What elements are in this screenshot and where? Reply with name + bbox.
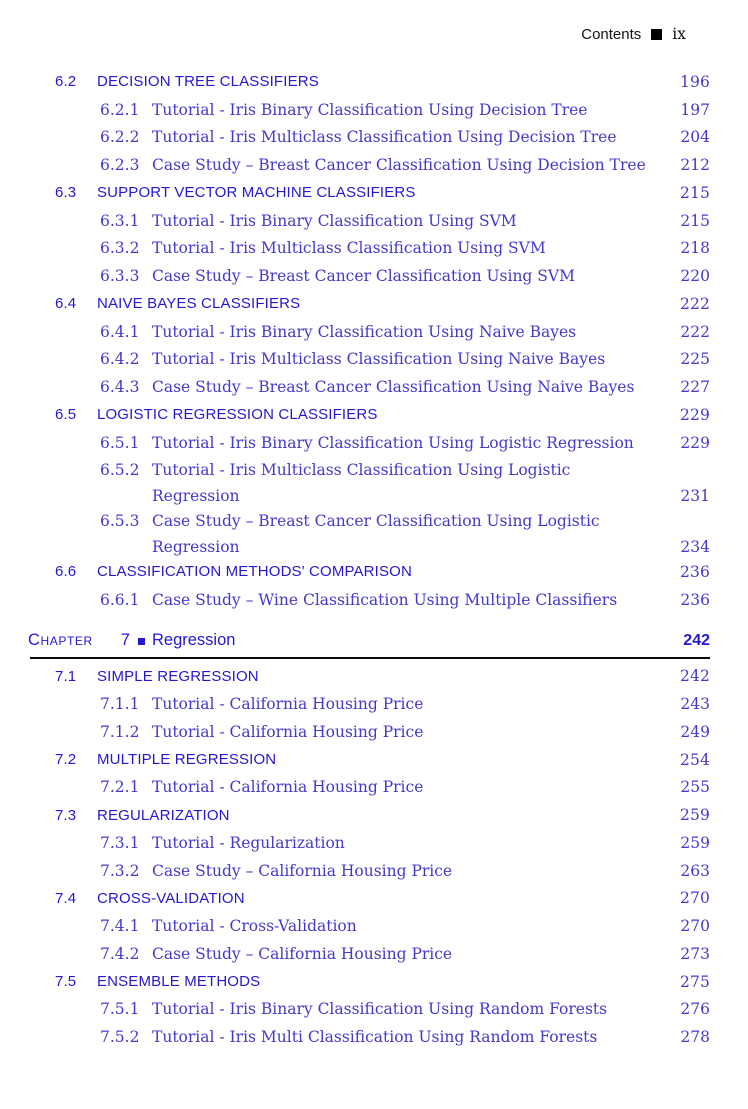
- toc-subsection-number: 6.2.3: [100, 156, 140, 175]
- toc-page-number: 220: [680, 267, 710, 286]
- toc-section-number: 6.4: [55, 295, 77, 313]
- toc-subsection-row: [0, 507, 748, 535]
- toc-subsection-title: Tutorial - California Housing Price: [152, 695, 424, 714]
- toc-subsection-title: Tutorial - Iris Binary Classification Using Logistic Regression: [152, 433, 634, 452]
- toc-subsection-number: 6.5.2: [100, 461, 140, 480]
- toc-section-number: 6.6: [55, 563, 77, 581]
- toc-subsection-title: Tutorial - Iris Binary Classification Using Random Forests: [152, 1000, 608, 1019]
- toc-subsection-title: Case Study – Wine Classification Using Multiple Classifiers: [152, 590, 618, 609]
- toc-subsection-row: [0, 829, 748, 857]
- toc-subsection-number: 6.2.2: [100, 128, 140, 147]
- toc-subsection-row: [0, 235, 748, 263]
- black-square-icon: [651, 29, 662, 40]
- toc-page-number: 259: [680, 833, 710, 852]
- toc-page-number: 215: [679, 183, 710, 202]
- toc-subsection-row: [0, 457, 748, 485]
- toc-page-number: 263: [680, 861, 710, 880]
- chapter-title: Regression: [151, 631, 236, 649]
- toc-page-number: 218: [680, 239, 710, 258]
- toc-subsection-number: 6.3.1: [100, 211, 140, 230]
- toc-subsection-title: Case Study – Breast Cancer Classification Using Decision Tree: [152, 156, 646, 175]
- toc-subsection-title: Case Study – Breast Cancer Classification Using Naive Bayes: [152, 378, 635, 397]
- toc-subsection-number: 6.5.3: [100, 512, 140, 531]
- toc-page-number: 255: [680, 778, 710, 797]
- chapter-rule: [30, 657, 710, 659]
- header-page-number: ix: [672, 25, 686, 43]
- toc-subsection-title: Tutorial - Iris Multiclass Classification Using Decision Tree: [152, 128, 617, 147]
- chapter-heading-row: [0, 626, 748, 656]
- page-header: [581, 25, 686, 43]
- toc-section-title: LOGISTIC REGRESSION CLASSIFIERS: [97, 406, 378, 424]
- toc-section-row: [0, 746, 748, 774]
- toc-subsection-row: [0, 151, 748, 179]
- toc-section-title: ENSEMBLE METHODS: [97, 973, 261, 991]
- toc-subsection-row: [0, 774, 748, 802]
- toc-section-row: [0, 663, 748, 691]
- toc-page-number: 222: [679, 294, 710, 313]
- toc-section-row: [0, 968, 748, 996]
- toc-subsection-row: [0, 857, 748, 885]
- toc-page-number: 273: [680, 944, 710, 963]
- toc-subsection-number: 6.3.2: [100, 239, 140, 258]
- toc-subsection-row: [0, 940, 748, 968]
- toc-page-number: 275: [679, 972, 710, 991]
- toc-subsection-title: Tutorial - Iris Multiclass Classification Using Logistic: [152, 461, 571, 480]
- toc-subsection-number: 6.2.1: [100, 100, 140, 119]
- toc-subsection-row: [0, 690, 748, 718]
- toc-page-number: 229: [680, 433, 710, 452]
- toc-subsection-title: Tutorial - Iris Multiclass Classification Using Naive Bayes: [152, 350, 606, 369]
- toc-subsection-number: 7.3.2: [100, 861, 140, 880]
- toc-subsection-number: 6.6.1: [100, 590, 140, 609]
- toc-subsection-number: 7.5.1: [100, 1000, 140, 1019]
- toc-section-number: 7.2: [55, 751, 77, 769]
- toc-page-number: 231: [680, 486, 710, 505]
- toc-subsection-title: Tutorial - Iris Binary Classification Using SVM: [152, 211, 517, 230]
- toc-subsection-row: [0, 586, 748, 614]
- toc-subsection-number: 6.5.1: [100, 433, 140, 452]
- toc-section-number: 6.3: [55, 184, 77, 202]
- toc-page-number: 225: [680, 350, 710, 369]
- toc-subsection-title: Tutorial - Iris Binary Classification Using Decision Tree: [152, 100, 588, 119]
- toc-page-number: 197: [680, 100, 710, 119]
- toc-subsection-title: Regression: [152, 537, 240, 556]
- chapter-page-number: 242: [683, 631, 710, 649]
- toc-subsection-number: 6.4.1: [100, 322, 140, 341]
- toc-section-row: [0, 558, 748, 586]
- toc-page-number: 222: [680, 322, 710, 341]
- toc-page-number: 242: [679, 667, 710, 686]
- toc-page-number: 276: [680, 1000, 710, 1019]
- toc-section-row: [0, 801, 748, 829]
- toc-section-row: [0, 885, 748, 913]
- toc-section-row: [0, 401, 748, 429]
- toc-subsection-title: Tutorial - Iris Binary Classification Using Naive Bayes: [152, 322, 577, 341]
- toc-section-title: DECISION TREE CLASSIFIERS: [97, 73, 319, 91]
- toc-subsection-title: Tutorial - Iris Multiclass Classification Using SVM: [152, 239, 546, 258]
- toc-page-number: 243: [680, 695, 710, 714]
- toc-subsection-number: 7.1.1: [100, 695, 140, 714]
- toc-subsection-row: [0, 718, 748, 746]
- toc-list: [0, 68, 748, 1051]
- toc-subsection-row: [0, 124, 748, 152]
- toc-page-number: 215: [680, 211, 710, 230]
- toc-subsection-number: 7.5.2: [100, 1028, 140, 1047]
- toc-page-number: 270: [679, 889, 710, 908]
- toc-subsection-row: [0, 429, 748, 457]
- header-running-title: Contents: [581, 25, 642, 43]
- toc-page-number: 227: [680, 378, 710, 397]
- toc-subsection-number: 7.3.1: [100, 833, 140, 852]
- toc-page-number: 270: [680, 917, 710, 936]
- toc-subsection-title: Tutorial - Cross-Validation: [152, 917, 357, 936]
- toc-page-number: 249: [680, 722, 710, 741]
- toc-subsection-title: Tutorial - California Housing Price: [152, 778, 424, 797]
- toc-page-number: 254: [679, 750, 710, 769]
- toc-page-number: 236: [679, 562, 710, 581]
- toc-subsection-title: Regression: [152, 486, 240, 505]
- toc-section-row: [0, 68, 748, 96]
- toc-subsection-number: 7.1.2: [100, 722, 140, 741]
- toc-section-title: CROSS-VALIDATION: [97, 889, 245, 907]
- toc-subsection-row: [0, 346, 748, 374]
- toc-subsection-number: 6.4.3: [100, 378, 140, 397]
- toc-subsection-number: 6.4.2: [100, 350, 140, 369]
- toc-subsection-number: 7.4.1: [100, 917, 140, 936]
- toc-page-number: 204: [680, 128, 710, 147]
- toc-page-number: 236: [680, 590, 710, 609]
- toc-section-number: 7.3: [55, 806, 77, 824]
- toc-page-number: 212: [680, 156, 710, 175]
- toc-page-number: 234: [680, 537, 710, 556]
- toc-subsection-number: 7.4.2: [100, 944, 140, 963]
- toc-section-number: 7.1: [55, 667, 77, 685]
- toc-subsection-title: Case Study – Breast Cancer Classification Using Logistic: [152, 512, 600, 531]
- toc-section-row: [0, 179, 748, 207]
- toc-subsection-number: 7.2.1: [100, 778, 140, 797]
- toc-subsection-row: [0, 96, 748, 124]
- toc-subsection-title: Case Study – Breast Cancer Classification Using SVM: [152, 267, 575, 286]
- toc-section-title: MULTIPLE REGRESSION: [97, 751, 277, 769]
- toc-subsection-title: Tutorial - Iris Multi Classification Using Random Forests: [152, 1028, 598, 1047]
- square-bullet-icon: [138, 638, 145, 645]
- toc-subsection-title: Tutorial - California Housing Price: [152, 722, 424, 741]
- toc-page-number: 259: [679, 806, 710, 825]
- toc-continuation-row: [0, 535, 748, 558]
- toc-subsection-row: [0, 373, 748, 401]
- toc-subsection-row: [0, 1023, 748, 1051]
- toc-section-number: 7.4: [55, 889, 77, 907]
- toc-section-number: 6.2: [55, 73, 77, 91]
- toc-section-title: NAIVE BAYES CLASSIFIERS: [97, 295, 301, 313]
- chapter-number: 7: [120, 631, 130, 649]
- toc-subsection-title: Case Study – California Housing Price: [152, 944, 453, 963]
- toc-section-title: SUPPORT VECTOR MACHINE CLASSIFIERS: [97, 184, 416, 202]
- toc-section-title: SIMPLE REGRESSION: [97, 667, 259, 685]
- toc-page-number: 229: [679, 405, 710, 424]
- toc-subsection-row: [0, 996, 748, 1024]
- toc-subsection-number: 6.3.3: [100, 267, 140, 286]
- toc-section-title: REGULARIZATION: [97, 806, 230, 824]
- toc-page-number: 196: [679, 72, 710, 91]
- toc-subsection-row: [0, 912, 748, 940]
- toc-subsection-title: Tutorial - Regularization: [152, 833, 345, 852]
- toc-subsection-row: [0, 318, 748, 346]
- toc-subsection-row: [0, 207, 748, 235]
- toc-subsection-title: Case Study – California Housing Price: [152, 861, 453, 880]
- toc-section-number: 7.5: [55, 973, 77, 991]
- chapter-label: Chapter: [28, 631, 93, 649]
- toc-section-number: 6.5: [55, 406, 77, 424]
- toc-section-title: CLASSIFICATION METHODS' COMPARISON: [97, 563, 412, 581]
- toc-page-number: 278: [680, 1028, 710, 1047]
- toc-subsection-row: [0, 262, 748, 290]
- toc-continuation-row: [0, 484, 748, 507]
- toc-section-row: [0, 290, 748, 318]
